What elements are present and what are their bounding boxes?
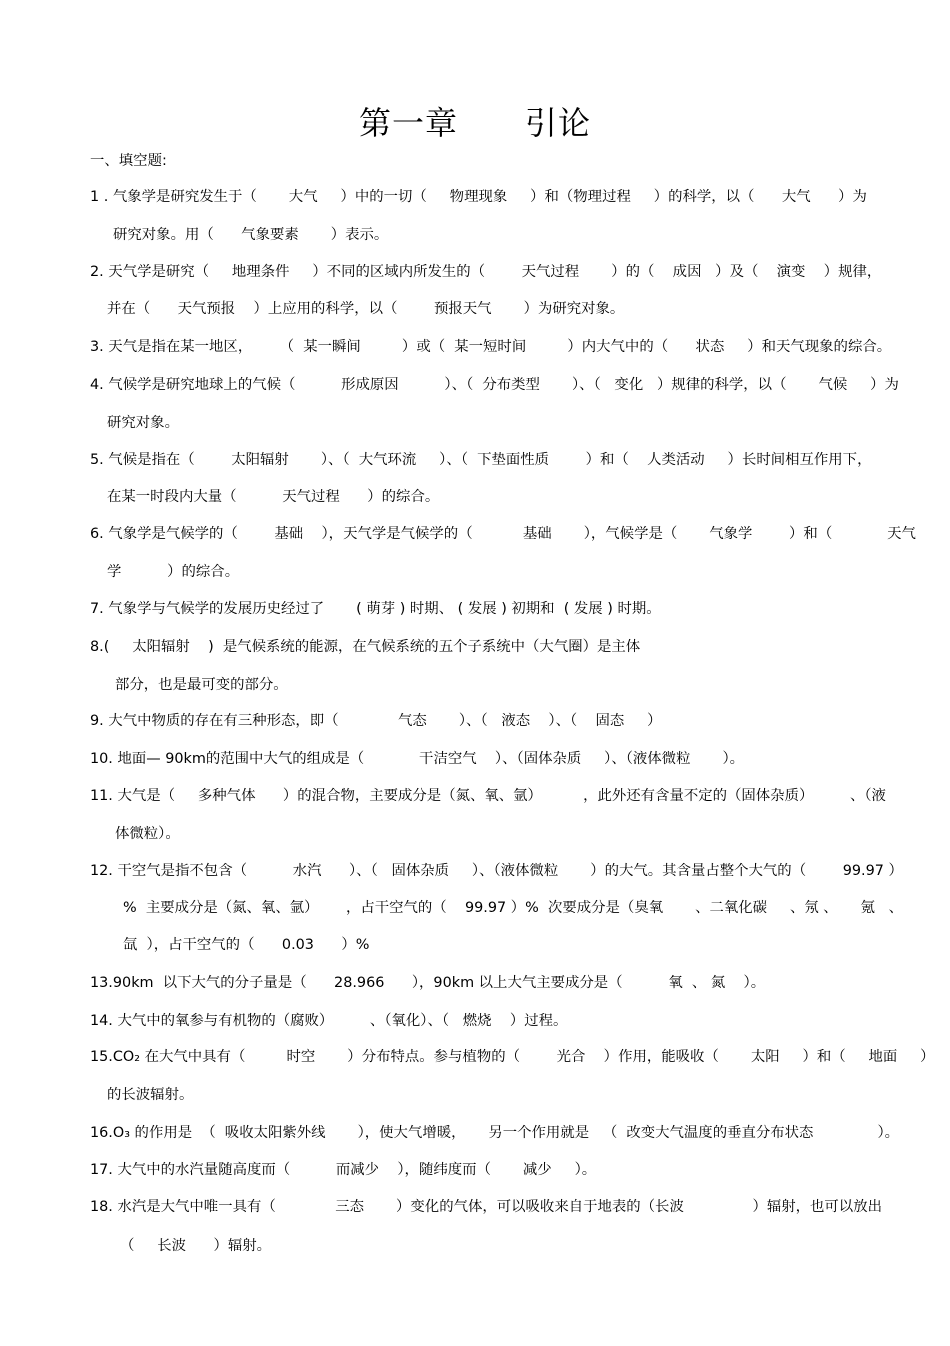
question-line: 3. 天气是指在某一地区， （ 某一瞬间 ）或（ 某一短时间 ）内大气中的（ 状态 ）和天气现象的综合。 bbox=[90, 339, 892, 355]
question-line: 10. 地面— 90km的范围中大气的组成是（ 干洁空气 ）、（固体杂质 ）、（液体微粒 ）。 bbox=[90, 751, 745, 767]
section-heading: 一、填空题: bbox=[90, 153, 167, 169]
question-line: 6. 气象学是气候学的（ 基础 ），天气学是气候学的（ 基础 ），气候学是（ 气象学 ）和（ 天气 bbox=[90, 526, 916, 542]
question-line: 的长波辐射。 bbox=[107, 1087, 194, 1103]
question-line: 11. 大气是（ 多种气体 ）的混合物，主要成分是（氮、氧、氩） ，此外还有含量不定的（固体杂质） 、（液 bbox=[90, 788, 886, 804]
question-line: 7. 气象学与气候学的发展历史经过了 ( 萌芽 ) 时期、 ( 发展 ) 初期和 ( 发展 ) 时期。 bbox=[90, 601, 661, 617]
question-line: （ 长波 ）辐射。 bbox=[120, 1238, 272, 1254]
question-line: 研究对象。 bbox=[107, 415, 179, 431]
question-line: 15.CO₂ 在大气中具有（ 时空 ）分布特点。参与植物的（ 光合 ）作用，能吸收（ 太阳 ）和（ 地面 ） bbox=[90, 1049, 935, 1065]
question-line: % 主要成分是（氮、氧、氩） ，占干空气的（ 99.97 ）% 次要成分是（臭氧 、二氧化碳 、氖 、 氪 、 bbox=[123, 900, 904, 916]
question-line: 4. 气候学是研究地球上的气候（ 形成原因 ）、（ 分布类型 ）、（ 变化 ）规律的科学，以（ 气候 ）为 bbox=[90, 377, 899, 393]
question-line: 体微粒）。 bbox=[115, 826, 180, 842]
chapter-title: 第一章 引论 bbox=[358, 104, 592, 142]
question-line: 研究对象。用（ 气象要素 ）表示。 bbox=[113, 227, 389, 243]
question-line: 2. 天气学是研究（ 地理条件 ）不同的区域内所发生的（ 天气过程 ）的（ 成因 ）及（ 演变 ）规律， bbox=[90, 264, 882, 280]
question-line: 并在（ 天气预报 ）上应用的科学，以（ 预报天气 ）为研究对象。 bbox=[107, 301, 625, 317]
question-line: 13.90km 以下大气的分子量是（ 28.966 ），90km 以上大气主要成分是（ 氧 、 氮 ）。 bbox=[90, 975, 766, 991]
question-line: 1 . 气象学是研究发生于（ 大气 ）中的一切（ 物理现象 ）和（物理过程 ）的科学，以（ 大气 ）为 bbox=[90, 189, 867, 205]
question-line: 部分，也是最可变的部分。 bbox=[115, 677, 288, 693]
question-line: 18. 水汽是大气中唯一具有（ 三态 ）变化的气体，可以吸收来自于地表的（长波 ）辐射，也可以放出 bbox=[90, 1199, 882, 1215]
question-line: 17. 大气中的水汽量随高度而（ 而减少 ），随纬度而（ 减少 ）。 bbox=[90, 1162, 597, 1178]
question-line: 氙 ），占干空气的（ 0.03 ）% bbox=[123, 937, 370, 953]
question-line: 5. 气候是指在（ 太阳辐射 ）、（ 大气环流 ）、（ 下垫面性质 ）和（ 人类活动 ）长时间相互作用下， bbox=[90, 452, 872, 468]
question-line: 学 ）的综合。 bbox=[107, 564, 240, 580]
question-line: 在某一时段内大量（ 天气过程 ）的综合。 bbox=[107, 489, 440, 505]
question-line: 8.( 太阳辐射 ) 是气候系统的能源，在气候系统的五个子系统中（大气圈）是主体 bbox=[90, 639, 641, 655]
question-line: 12. 干空气是指不包含（ 水汽 ）、（ 固体杂质 ）、（液体微粒 ）的大气。其含量占整个大气的（ 99.97 ） bbox=[90, 863, 903, 879]
question-line: 14. 大气中的氧参与有机物的（腐败） 、（氧化）、（ 燃烧 ）过程。 bbox=[90, 1013, 568, 1029]
question-line: 9. 大气中物质的存在有三种形态，即（ 气态 ）、（ 液态 ）、（ 固态 ） bbox=[90, 713, 662, 729]
question-line: 16.O₃ 的作用是 （ 吸收太阳紫外线 ），使大气增暖， 另一个作用就是 （ 改变大气温度的垂直分布状态 ）。 bbox=[90, 1125, 900, 1141]
